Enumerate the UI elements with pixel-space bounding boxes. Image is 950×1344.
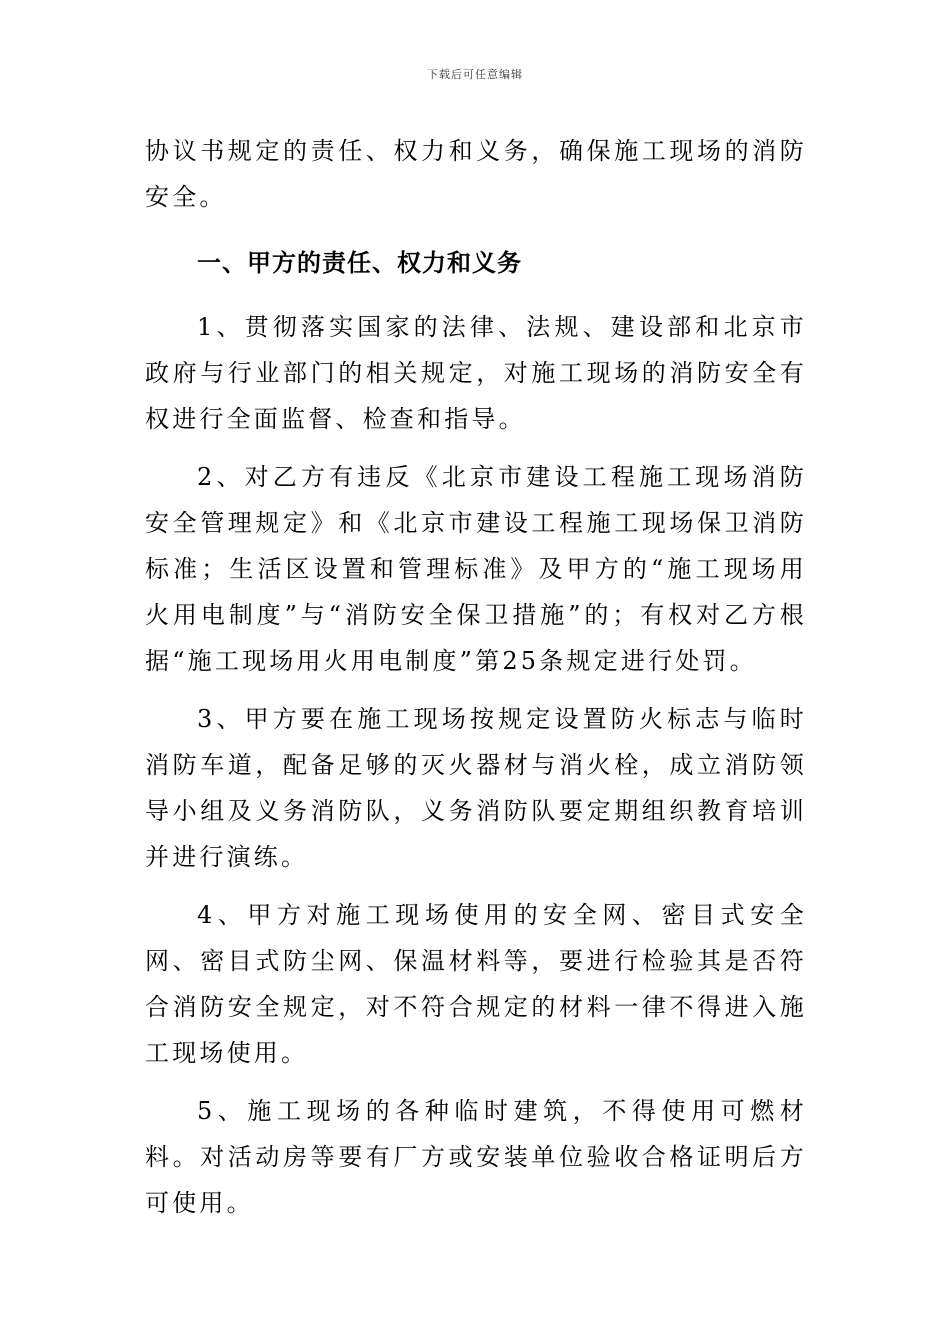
- clause-paragraph-1: 1、贯彻落实国家的法律、法规、建设部和北京市政府与行业部门的相关规定，对施工现场的消防安全有权进行全面监督、检查和指导。: [145, 313, 807, 433]
- clause-paragraph-3: 3、甲方要在施工现场按规定设置防火标志与临时消防车道，配备足够的灭火器材与消火栓，成立消防领导小组及义务消防队，义务消防队要定期组织教育培训并进行演练。: [145, 705, 807, 871]
- clause-paragraph-5: 5、施工现场的各种临时建筑，不得使用可燃材料。对活动房等要有厂方或安装单位验收合格证明后方可使用。: [145, 1097, 807, 1217]
- page-header-note: 下载后可任意编辑: [427, 68, 523, 81]
- clause-paragraph-4: 4、甲方对施工现场使用的安全网、密目式安全网、密目式防尘网、保温材料等，要进行检验其是否符合消防安全规定，对不符合规定的材料一律不得进入施工现场使用。: [145, 901, 807, 1067]
- section-heading: 一、甲方的责任、权力和义务: [197, 249, 522, 277]
- clause-paragraph-2: 2、对乙方有违反《北京市建设工程施工现场消防安全管理规定》和《北京市建设工程施工现场保卫消防标准；生活区设置和管理标准》及甲方的“施工现场用火用电制度”与“消防安全保卫措施”的；有权对乙方根据“施工现场用火用电制度”第25条规定进行处罚。: [145, 463, 807, 675]
- intro-paragraph: 协议书规定的责任、权力和义务，确保施工现场的消防安全。: [145, 137, 807, 211]
- document-body: [145, 128, 807, 1226]
